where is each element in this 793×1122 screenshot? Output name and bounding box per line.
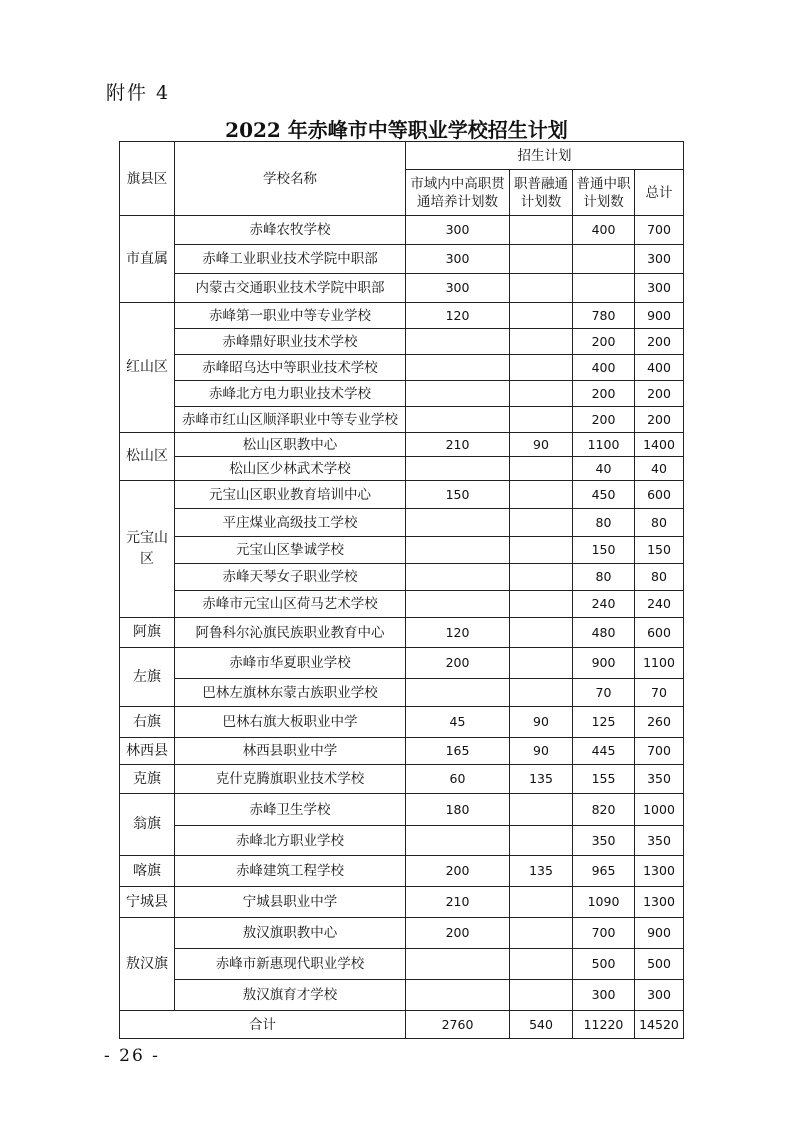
fusion-cell	[510, 355, 573, 381]
integrated-cell: 60	[406, 765, 510, 794]
school-cell: 敖汉旗职教中心	[175, 918, 406, 949]
fusion-cell	[510, 245, 573, 274]
table-row	[120, 618, 684, 648]
integrated-cell: 300	[406, 216, 510, 245]
totals-fusion-cell: 540	[510, 1011, 573, 1039]
table-row	[120, 274, 684, 303]
table-row	[120, 980, 684, 1011]
area-cell: 红山区	[120, 303, 175, 433]
school-cell: 赤峰昭乌达中等职业技术学校	[175, 355, 406, 381]
integrated-cell: 120	[406, 618, 510, 648]
fusion-cell: 90	[510, 433, 573, 457]
area-cell: 林西县	[120, 738, 175, 765]
table-row	[120, 856, 684, 887]
school-cell: 赤峰农牧学校	[175, 216, 406, 245]
school-cell: 赤峰卫生学校	[175, 794, 406, 826]
regular-cell	[573, 245, 635, 274]
school-cell: 克什克腾旗职业技术学校	[175, 765, 406, 794]
integrated-cell	[406, 826, 510, 856]
total-cell: 1100	[635, 648, 684, 679]
fusion-cell	[510, 980, 573, 1011]
area-cell: 左旗	[120, 648, 175, 707]
enrollment-plan-table	[119, 141, 684, 1039]
total-cell: 200	[635, 329, 684, 355]
regular-cell: 70	[573, 679, 635, 707]
regular-cell: 200	[573, 381, 635, 407]
totals-integrated-cell: 2760	[406, 1011, 510, 1039]
table-row	[120, 433, 684, 457]
school-cell: 赤峰市元宝山区荷马艺术学校	[175, 591, 406, 618]
fusion-cell	[510, 887, 573, 918]
integrated-cell: 200	[406, 856, 510, 887]
regular-cell: 450	[573, 481, 635, 509]
fusion-cell: 90	[510, 707, 573, 738]
regular-cell: 820	[573, 794, 635, 826]
total-cell: 240	[635, 591, 684, 618]
school-cell: 敖汉旗育才学校	[175, 980, 406, 1011]
total-cell: 1300	[635, 887, 684, 918]
total-cell: 900	[635, 303, 684, 329]
total-cell: 70	[635, 679, 684, 707]
integrated-cell: 165	[406, 738, 510, 765]
area-cell: 右旗	[120, 707, 175, 738]
regular-cell: 80	[573, 564, 635, 591]
integrated-cell: 180	[406, 794, 510, 826]
fusion-cell	[510, 918, 573, 949]
regular-cell	[573, 274, 635, 303]
regular-cell: 240	[573, 591, 635, 618]
area-cell: 喀旗	[120, 856, 175, 887]
attachment-label: 附件 4	[106, 82, 171, 104]
total-cell: 150	[635, 537, 684, 564]
school-cell: 松山区职教中心	[175, 433, 406, 457]
page-number: - 26 -	[104, 1046, 160, 1066]
school-cell: 阿鲁科尔沁旗民族职业教育中心	[175, 618, 406, 648]
table-row	[120, 407, 684, 433]
integrated-cell: 210	[406, 887, 510, 918]
school-cell: 赤峰天琴女子职业学校	[175, 564, 406, 591]
regular-cell: 445	[573, 738, 635, 765]
total-cell: 350	[635, 826, 684, 856]
integrated-cell	[406, 537, 510, 564]
fusion-cell	[510, 381, 573, 407]
total-cell: 600	[635, 481, 684, 509]
regular-cell: 480	[573, 618, 635, 648]
school-cell: 赤峰第一职业中等专业学校	[175, 303, 406, 329]
fusion-cell	[510, 618, 573, 648]
table-row	[120, 707, 684, 738]
table-row	[120, 918, 684, 949]
fusion-cell	[510, 509, 573, 537]
school-cell: 赤峰市红山区顺泽职业中等专业学校	[175, 407, 406, 433]
fusion-cell	[510, 794, 573, 826]
fusion-cell: 135	[510, 856, 573, 887]
school-cell: 宁城县职业中学	[175, 887, 406, 918]
table-body	[120, 216, 684, 1039]
regular-cell: 1100	[573, 433, 635, 457]
integrated-cell: 200	[406, 918, 510, 949]
fusion-cell: 135	[510, 765, 573, 794]
school-cell: 元宝山区职业教育培训中心	[175, 481, 406, 509]
integrated-cell: 300	[406, 245, 510, 274]
school-cell: 赤峰市新惠现代职业学校	[175, 949, 406, 980]
regular-cell: 400	[573, 216, 635, 245]
fusion-cell	[510, 274, 573, 303]
regular-cell: 500	[573, 949, 635, 980]
header-total: 总计	[635, 170, 684, 216]
fusion-cell: 90	[510, 738, 573, 765]
regular-cell: 200	[573, 407, 635, 433]
header-regular: 普通中职计划数	[573, 170, 635, 216]
area-cell: 敖汉旗	[120, 918, 175, 1011]
table-row	[120, 738, 684, 765]
fusion-cell	[510, 303, 573, 329]
school-cell: 巴林左旗林东蒙古族职业学校	[175, 679, 406, 707]
fusion-cell	[510, 591, 573, 618]
integrated-cell	[406, 949, 510, 980]
regular-cell: 125	[573, 707, 635, 738]
totals-regular-cell: 11220	[573, 1011, 635, 1039]
area-cell: 宁城县	[120, 887, 175, 918]
fusion-cell	[510, 826, 573, 856]
total-cell: 200	[635, 381, 684, 407]
fusion-cell	[510, 481, 573, 509]
integrated-cell	[406, 564, 510, 591]
total-cell: 500	[635, 949, 684, 980]
integrated-cell	[406, 980, 510, 1011]
table-row	[120, 457, 684, 481]
integrated-cell	[406, 407, 510, 433]
integrated-cell	[406, 381, 510, 407]
document-title: 2022 年赤峰市中等职业学校招生计划	[225, 118, 568, 142]
total-cell: 40	[635, 457, 684, 481]
table-row	[120, 887, 684, 918]
area-cell: 松山区	[120, 433, 175, 481]
total-cell: 1300	[635, 856, 684, 887]
table-row	[120, 537, 684, 564]
area-cell: 阿旗	[120, 618, 175, 648]
area-cell: 克旗	[120, 765, 175, 794]
header-integrated: 市域内中高职贯通培养计划数	[406, 170, 510, 216]
school-cell: 平庄煤业高级技工学校	[175, 509, 406, 537]
total-cell: 900	[635, 918, 684, 949]
regular-cell: 80	[573, 509, 635, 537]
fusion-cell	[510, 679, 573, 707]
integrated-cell	[406, 509, 510, 537]
total-cell: 600	[635, 618, 684, 648]
area-cell: 市直属	[120, 216, 175, 303]
table-row	[120, 765, 684, 794]
total-cell: 700	[635, 216, 684, 245]
table-row	[120, 245, 684, 274]
regular-cell: 965	[573, 856, 635, 887]
school-cell: 松山区少林武术学校	[175, 457, 406, 481]
table-row	[120, 481, 684, 509]
total-cell: 260	[635, 707, 684, 738]
regular-cell: 40	[573, 457, 635, 481]
table-row	[120, 509, 684, 537]
regular-cell: 700	[573, 918, 635, 949]
total-cell: 400	[635, 355, 684, 381]
fusion-cell	[510, 329, 573, 355]
regular-cell: 150	[573, 537, 635, 564]
school-cell: 赤峰建筑工程学校	[175, 856, 406, 887]
total-cell: 80	[635, 509, 684, 537]
integrated-cell: 200	[406, 648, 510, 679]
integrated-cell: 120	[406, 303, 510, 329]
fusion-cell	[510, 564, 573, 591]
table-row	[120, 648, 684, 679]
fusion-cell	[510, 537, 573, 564]
integrated-cell	[406, 591, 510, 618]
table-row	[120, 591, 684, 618]
regular-cell: 900	[573, 648, 635, 679]
table-row	[120, 679, 684, 707]
total-cell: 1400	[635, 433, 684, 457]
integrated-cell	[406, 355, 510, 381]
regular-cell: 200	[573, 329, 635, 355]
total-cell: 350	[635, 765, 684, 794]
totals-row	[120, 1011, 684, 1039]
integrated-cell: 300	[406, 274, 510, 303]
header-fusion: 职普融通计划数	[510, 170, 573, 216]
school-cell: 赤峰鼎好职业技术学校	[175, 329, 406, 355]
total-cell: 300	[635, 980, 684, 1011]
total-cell: 700	[635, 738, 684, 765]
integrated-cell: 45	[406, 707, 510, 738]
total-cell: 300	[635, 245, 684, 274]
regular-cell: 300	[573, 980, 635, 1011]
table-row	[120, 794, 684, 826]
integrated-cell	[406, 679, 510, 707]
totals-total-cell: 14520	[635, 1011, 684, 1039]
integrated-cell: 150	[406, 481, 510, 509]
table-row	[120, 216, 684, 245]
school-cell: 赤峰北方职业学校	[175, 826, 406, 856]
header-plan-group: 招生计划	[406, 142, 684, 170]
integrated-cell: 210	[406, 433, 510, 457]
table-row	[120, 564, 684, 591]
table-row	[120, 381, 684, 407]
table-row	[120, 329, 684, 355]
totals-label: 合计	[120, 1011, 406, 1039]
regular-cell: 155	[573, 765, 635, 794]
school-cell: 赤峰北方电力职业技术学校	[175, 381, 406, 407]
regular-cell: 400	[573, 355, 635, 381]
fusion-cell	[510, 407, 573, 433]
table-row	[120, 949, 684, 980]
area-cell: 翁旗	[120, 794, 175, 856]
header-area: 旗县区	[120, 142, 175, 216]
school-cell: 元宝山区挚诚学校	[175, 537, 406, 564]
integrated-cell	[406, 457, 510, 481]
area-cell: 元宝山区	[120, 481, 175, 618]
total-cell: 80	[635, 564, 684, 591]
fusion-cell	[510, 648, 573, 679]
school-cell: 赤峰工业职业技术学院中职部	[175, 245, 406, 274]
fusion-cell	[510, 216, 573, 245]
total-cell: 200	[635, 407, 684, 433]
school-cell: 赤峰市华夏职业学校	[175, 648, 406, 679]
header-school: 学校名称	[175, 142, 406, 216]
table-row	[120, 826, 684, 856]
total-cell: 300	[635, 274, 684, 303]
regular-cell: 350	[573, 826, 635, 856]
regular-cell: 780	[573, 303, 635, 329]
table-row	[120, 355, 684, 381]
table-row	[120, 303, 684, 329]
regular-cell: 1090	[573, 887, 635, 918]
school-cell: 内蒙古交通职业技术学院中职部	[175, 274, 406, 303]
fusion-cell	[510, 949, 573, 980]
school-cell: 林西县职业中学	[175, 738, 406, 765]
total-cell: 1000	[635, 794, 684, 826]
fusion-cell	[510, 457, 573, 481]
school-cell: 巴林右旗大板职业中学	[175, 707, 406, 738]
integrated-cell	[406, 329, 510, 355]
